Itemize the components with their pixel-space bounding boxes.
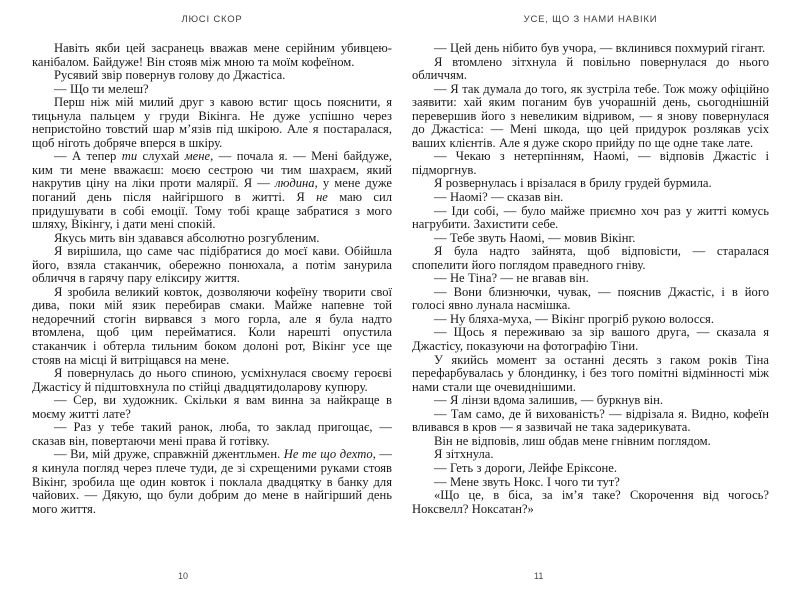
paragraph: — Сер, ви художник. Скільки я вам винна за найкраще в моєму житті лате?: [32, 393, 392, 421]
paragraph: Я повернулась до нього спиною, усміхнулася своєму героєві Джастісу й підштовхнула по стійці двадцятидоларову купюру.: [32, 366, 392, 394]
page-body-right: [412, 42, 769, 516]
paragraph: — Цей день нібито був учора, — вклинився похмурий гігант.: [434, 41, 766, 55]
paragraph: Якусь мить він здавався абсолютно розгубленим.: [54, 230, 320, 245]
paragraph: «Що це, в біса, за ім’я таке? Скорочення від чогось? Ноксвелл? Ноксатан?»: [412, 488, 769, 516]
paragraph: — Ну бляха-муха, — Вікінг прогріб рукою волосся.: [434, 311, 714, 326]
paragraph: Перш ніж мій милий друг з кавою встиг щось пояснити, я тицьнула пальцем у груди Вікінга. Не дуже успішно через непристойно товстий шар м’язів під шкірою. Але я постаралася, щоб ніготь добряче вперся в шкіру.: [32, 95, 392, 150]
paragraph: — Раз у тебе такий ранок, люба, то заклад пригощає, — сказав він, повертаючи мені права й готівку.: [32, 420, 392, 448]
paragraph: — Наомі? — сказав він.: [434, 190, 564, 205]
paragraph: — Я лінзи вдома залишив, — буркнув він.: [434, 393, 664, 408]
page-left: [32, 0, 392, 600]
running-header-author: ЛЮСІ СКОР: [181, 14, 243, 25]
paragraph: Русявий звір повернув голову до Джастіса.: [54, 68, 286, 83]
paragraph: — Чекаю з нетерпінням, Наомі, — відповів Джастіс і підморгнув.: [412, 149, 769, 177]
paragraph: — Іди собі, — було майже приємно хоч раз у житті комусь нагрубити. Захистити себе.: [412, 203, 769, 232]
paragraph: Я зітхнула.: [434, 447, 494, 462]
paragraph: — Вони близнючки, чувак, — пояснив Джастіс, і в його голосі явно лунала насмішка.: [412, 284, 769, 313]
paragraph: — Ви, мій друже, справжній джентльмен. Не те що дехто, — я кинула погляд через плече туди, де зі схрещеними руками стояв Вікінг, зробила ще один ковток і поклала двадцятку в банку для чайових. — Дякую, що були добрим до мене в найгірший день мого життя.: [32, 447, 392, 516]
running-header-book-title: УСЕ, ЩО З НАМИ НАВІКИ: [523, 14, 658, 25]
paragraph: — Не Тіна? — не вгавав він.: [434, 271, 589, 286]
paragraph: Я зробила великий ковток, дозволяючи кофеїну творити свої дива, поки мій язик перебирав смаки. Майже напевне той недоречний стогін вирвався з мого горла, але я була надто втомлена, щоб цим перейматися. Коли нарешті опустила стаканчик і обтерла тильним боком долоні рот, Вікінг усе ще стояв на місці й витріщався на мене.: [32, 284, 392, 367]
paragraph: Я вирішила, що саме час підібратися до моєї кави. Обійшла його, взяла стаканчик, обережно понюхала, а потім занурила обличчя в гарячу пару еліксиру життя.: [32, 244, 392, 286]
paragraph: Він не відповів, лиш обдав мене гнівним поглядом.: [434, 433, 711, 448]
paragraph: — Тебе звуть Наомі, — мовив Вікінг.: [434, 230, 636, 245]
paragraph: Я втомлено зітхнула й повільно повернулася до нього обличчям.: [412, 54, 769, 83]
page-number-left: 10: [178, 571, 189, 581]
paragraph: — Я так думала до того, як зустріла тебе. Тож можу офіційно заявити: хай яким поганим був учорашній день, сьогоднішній перевершив його з невеликим відривом, — я знову повернулася до Джастіса: — Мені шкода, що цей придурок розлякав усіх ваших клієнтів. Але я дуже скоро прийду по ще одне таке лате.: [412, 81, 769, 150]
page-body-left: [32, 42, 392, 516]
paragraph: Я була надто зайнята, щоб відповісти, — старалася спопелити його поглядом праведного гніву.: [412, 244, 769, 272]
paragraph: — А тепер ти слухай мене, — почала я. — Мені байдуже, ким ти мене вважаєш: моєю сестрою чи тим шахраєм, який накрутив ціну на ліки проти малярії. Я — людина, у мене дуже поганий день після найгіршого в житті. Я не маю сил придушувати в собі емоції. Тому тобі краще забратися з мого шляху, Вікінгу, і дати мені спокій.: [32, 149, 393, 232]
paragraph: У якийсь момент за останні десять з гаком років Тіна перефарбувалась у блондинку, і без того помітні відмінності між нами стали ще очевиднішими.: [412, 352, 769, 394]
page-right: [412, 0, 769, 600]
paragraph: — Геть з дороги, Лейфе Еріксоне.: [434, 460, 618, 475]
paragraph: — Щось я переживаю за зір вашого друга, — сказала я Джастісу, показуючи на фотографію Тіни.: [412, 325, 769, 354]
paragraph: — Мене звуть Нокс. І чого ти тут?: [434, 474, 620, 489]
paragraph: Навіть якби цей засранець вважав мене серійним убивцею-канібалом. Байдуже! Він стояв між мною та моїм кофеїном.: [32, 41, 392, 69]
page-number-right: 11: [534, 571, 544, 581]
paragraph: — Там само, де й вихованість? — відрізала я. Видно, кофеїн вливався в кров — я зазвичай не така задерикувата.: [412, 406, 769, 435]
paragraph: Я розвернулась і врізалася в брилу грудей бурмила.: [434, 176, 712, 191]
paragraph: — Що ти мелеш?: [54, 81, 149, 96]
